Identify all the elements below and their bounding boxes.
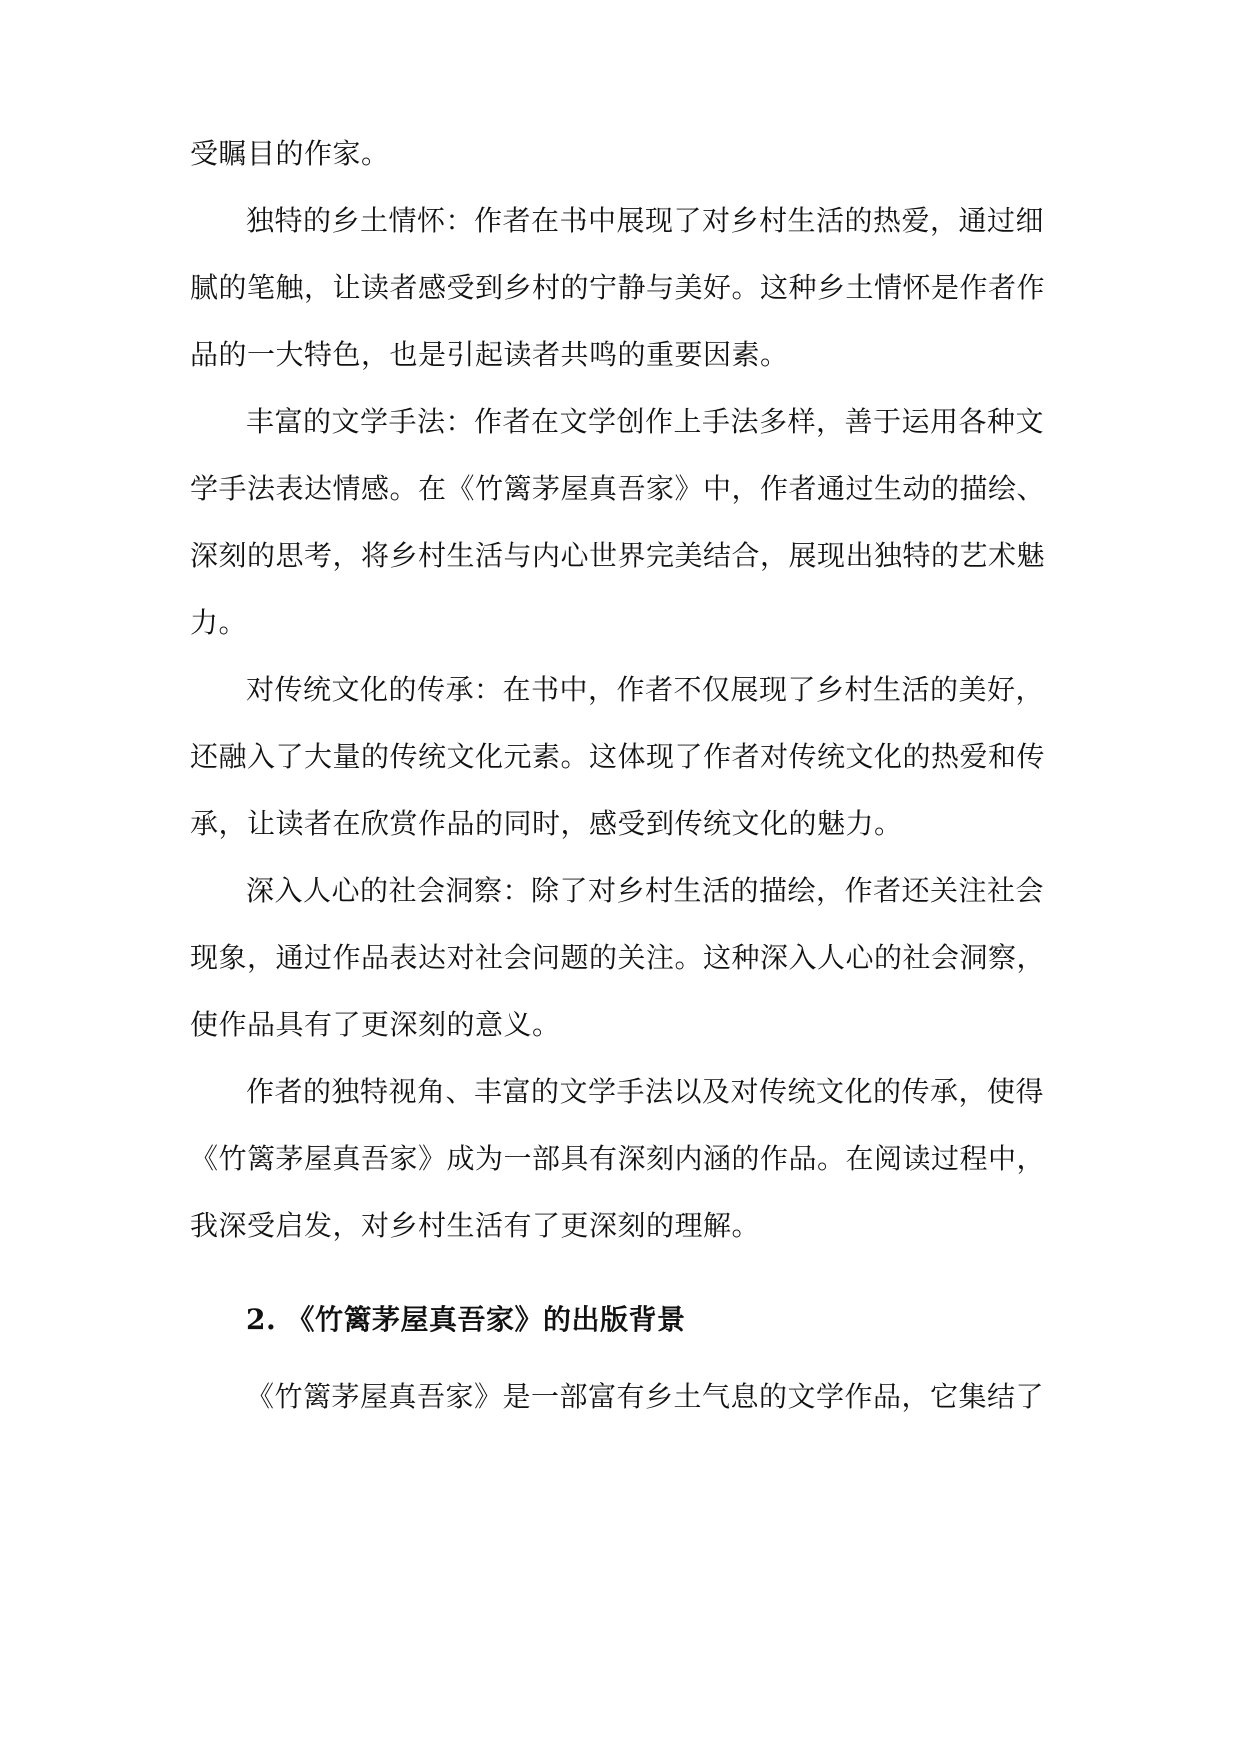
paragraph-line: 现象，通过作品表达对社会问题的关注。这种深入人心的社会洞察， bbox=[190, 941, 1046, 974]
paragraph-line: 独特的乡土情怀：作者在书中展现了对乡村生活的热爱，通过细 bbox=[246, 204, 1045, 237]
paragraph-line: 承，让读者在欣赏作品的同时，感受到传统文化的魅力。 bbox=[190, 807, 903, 840]
paragraph-line: 《竹篱茅屋真吾家》是一部富有乡土气息的文学作品，它集结了 bbox=[246, 1380, 1045, 1413]
paragraph-line: 我深受启发，对乡村生活有了更深刻的理解。 bbox=[190, 1209, 761, 1242]
paragraph-line: 《竹篱茅屋真吾家》成为一部具有深刻内涵的作品。在阅读过程中， bbox=[190, 1142, 1046, 1175]
paragraph-line: 还融入了大量的传统文化元素。这体现了作者对传统文化的热爱和传 bbox=[190, 740, 1046, 773]
paragraph-line: 品的一大特色，也是引起读者共鸣的重要因素。 bbox=[190, 338, 789, 371]
paragraph-line: 腻的笔触，让读者感受到乡村的宁静与美好。这种乡土情怀是作者作 bbox=[190, 271, 1046, 304]
paragraph-line: 受瞩目的作家。 bbox=[190, 137, 390, 170]
paragraph-line: 深入人心的社会洞察：除了对乡村生活的描绘，作者还关注社会 bbox=[246, 874, 1045, 907]
section-heading: 2. 《竹篱茅屋真吾家》的出版背景 bbox=[246, 1303, 686, 1336]
paragraph-line: 丰富的文学手法：作者在文学创作上手法多样，善于运用各种文 bbox=[246, 405, 1045, 438]
paragraph-line: 学手法表达情感。在《竹篱茅屋真吾家》中，作者通过生动的描绘、 bbox=[190, 472, 1046, 505]
paragraph-line: 深刻的思考，将乡村生活与内心世界完美结合，展现出独特的艺术魅 bbox=[190, 539, 1046, 572]
paragraph-line: 力。 bbox=[190, 606, 248, 639]
paragraph-line: 对传统文化的传承：在书中，作者不仅展现了乡村生活的美好， bbox=[246, 673, 1045, 706]
paragraph-line: 作者的独特视角、丰富的文学手法以及对传统文化的传承，使得 bbox=[246, 1075, 1045, 1108]
paragraph-line: 使作品具有了更深刻的意义。 bbox=[190, 1008, 561, 1041]
